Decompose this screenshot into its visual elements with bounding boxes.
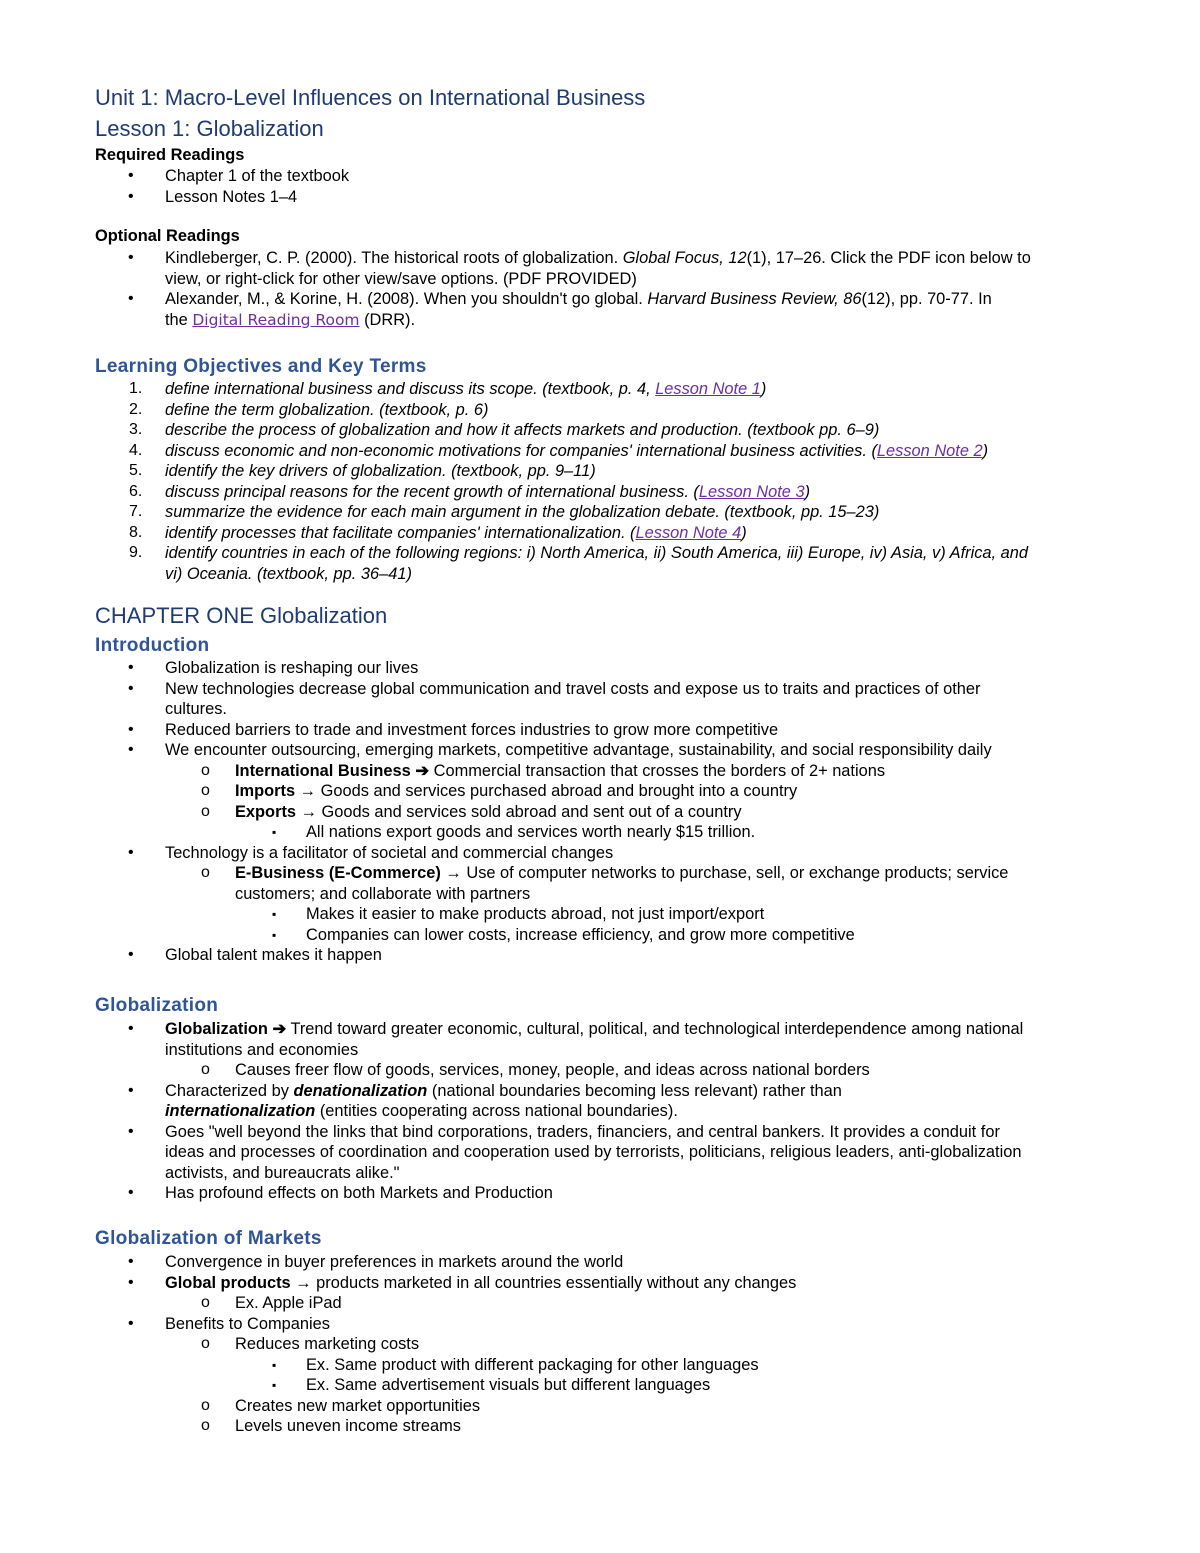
globalization-heading: Globalization (95, 995, 219, 1016)
globalization-list (95, 1019, 1105, 1204)
list-item: o Imports → Goods and services purchased abroad and brought into a country (201, 782, 798, 800)
list-item-continuation: activists, and bureaucrats alike." (165, 1163, 400, 1182)
list-item: o Levels uneven income streams (201, 1417, 461, 1435)
arrow-icon: ➔ (415, 761, 430, 780)
lesson-title: Lesson 1: Globalization (95, 116, 324, 141)
lesson-note-3-link[interactable]: Lesson Note 3 (698, 482, 805, 501)
list-item: • Reduced barriers to trade and investment forces industries to grow more competitive (128, 720, 779, 739)
list-item: o E-Business (E-Commerce) → Use of computer networks to purchase, sell, or exchange products; service (201, 864, 1009, 882)
required-readings-heading: Required Readings (95, 146, 245, 164)
list-item: • Lesson Notes 1–4 (128, 187, 298, 206)
list-item-continuation: ideas and processes of coordination and cooperation used by terrorists, politicians, religious leaders, anti-globalization (165, 1143, 1022, 1161)
lesson-note-2-link[interactable]: Lesson Note 2 (876, 441, 983, 460)
list-item: 2. define the term globalization. (textbook, p. 6) (129, 400, 489, 419)
list-item: ▪ Makes it easier to make products abroad, not just import/export (272, 905, 765, 923)
list-item: • New technologies decrease global communication and travel costs and expose us to traits and practices of other (128, 679, 981, 698)
introduction-list (95, 658, 1105, 966)
list-item: 1. define international business and discuss its scope. (textbook, p. 4, Lesson Note 1) (129, 380, 767, 398)
list-item: • Goes "well beyond the links that bind corporations, traders, financiers, and central bankers. It provides a conduit for (128, 1122, 1000, 1141)
bullet-marker: • (128, 249, 134, 266)
list-item: • Global products → products marketed in all countries essentially without any changes (128, 1273, 797, 1292)
list-item: 4. discuss economic and non-economic motivations for companies' international business activities. (Lesson Note 2) (129, 441, 989, 460)
list-item-continuation: the Digital Reading Room (DRR). (165, 310, 416, 329)
list-item: 8. identify processes that facilitate companies' internationalization. (Lesson Note 4) (129, 523, 747, 542)
list-item: 7. summarize the evidence for each main argument in the globalization debate. (textbook, pp. 15–23) (129, 503, 880, 521)
learning-objectives-heading: Learning Objectives and Key Terms (95, 356, 427, 377)
unit-title: Unit 1: Macro-Level Influences on International Business (95, 85, 646, 110)
list-item: • Alexander, M., & Korine, H. (2008). When you shouldn't go global. Harvard Business Review, 86(12), pp. 70-77. In (128, 290, 992, 308)
digital-reading-room-link[interactable]: Digital Reading Room (192, 310, 360, 329)
arrow-icon: ➔ (272, 1020, 287, 1038)
list-item: o Reduces marketing costs (201, 1335, 420, 1353)
list-item: 5. identify the key drivers of globalization. (textbook, pp. 9–11) (129, 462, 596, 480)
lesson-note-4-link[interactable]: Lesson Note 4 (635, 523, 742, 542)
learning-objectives-list (95, 379, 1105, 584)
list-item-continuation: internationalization (entities cooperating across national boundaries). (165, 1102, 678, 1120)
list-item: • Chapter 1 of the textbook (128, 167, 350, 185)
list-item: • Globalization is reshaping our lives (128, 659, 419, 677)
list-item: o Creates new market opportunities (201, 1396, 481, 1415)
list-item-continuation: view, or right-click for other view/save options. (PDF PROVIDED) (165, 269, 637, 288)
list-item: ▪ Ex. Same product with different packaging for other languages (272, 1355, 759, 1374)
required-readings-list (95, 166, 1105, 207)
list-item-continuation: institutions and economies (165, 1040, 359, 1059)
list-item: o International Business ➔ Commercial transaction that crosses the borders of 2+ nations (201, 761, 886, 780)
list-item: • We encounter outsourcing, emerging markets, competitive advantage, sustainability, and social responsibility daily (128, 741, 992, 759)
introduction-heading: Introduction (95, 635, 210, 656)
list-item: • Convergence in buyer preferences in markets around the world (128, 1253, 624, 1271)
list-item: ▪ Companies can lower costs, increase efficiency, and grow more competitive (272, 925, 855, 944)
list-item: o Exports → Goods and services sold abroad and sent out of a country (201, 802, 742, 821)
optional-readings-list (95, 248, 1105, 330)
list-item: 9. identify countries in each of the following regions: i) North America, ii) South America, iii) Europe, iv) Asia, v) Africa, and (129, 544, 1028, 562)
optional-readings-heading: Optional Readings (95, 227, 240, 245)
list-item: • Technology is a facilitator of societal and commercial changes (128, 843, 614, 862)
list-item: • Characterized by denationalization (national boundaries becoming less relevant) rather than (128, 1081, 842, 1100)
list-item: ▪ All nations export goods and services worth nearly $15 trillion. (272, 823, 756, 841)
list-item: • Has profound effects on both Markets and Production (128, 1184, 553, 1202)
list-item: ▪ Ex. Same advertisement visuals but different languages (272, 1376, 711, 1394)
list-item: • Benefits to Companies (128, 1314, 330, 1333)
list-item: 6. discuss principal reasons for the recent growth of international business. (Lesson Note 3) (129, 482, 811, 501)
markets-list (95, 1252, 1105, 1437)
chapter-title: CHAPTER ONE Globalization (95, 603, 388, 628)
list-item: 3. describe the process of globalization and how it affects markets and production. (textbook pp. 6–9) (129, 421, 880, 439)
list-item: o Causes freer flow of goods, services, money, people, and ideas across national borders (201, 1061, 870, 1079)
bullet-marker: • (128, 167, 134, 184)
list-item: • Globalization ➔ Trend toward greater economic, cultural, political, and technological interdependence among national (128, 1020, 1024, 1038)
list-item: o Ex. Apple iPad (201, 1294, 342, 1312)
bullet-marker: • (128, 290, 134, 307)
lesson-note-1-link[interactable]: Lesson Note 1 (655, 380, 761, 398)
list-item: • Kindleberger, C. P. (2000). The historical roots of globalization. Global Focus, 12(1), 17–26. Click the PDF icon below to (128, 249, 1031, 267)
bullet-marker: • (128, 187, 134, 205)
globalization-of-markets-heading: Globalization of Markets (95, 1228, 322, 1249)
list-item: • Global talent makes it happen (128, 946, 382, 964)
list-item-continuation: cultures. (165, 700, 227, 718)
list-item-continuation: vi) Oceania. (textbook, pp. 36–41) (165, 564, 412, 583)
list-item-continuation: customers; and collaborate with partners (235, 884, 531, 903)
